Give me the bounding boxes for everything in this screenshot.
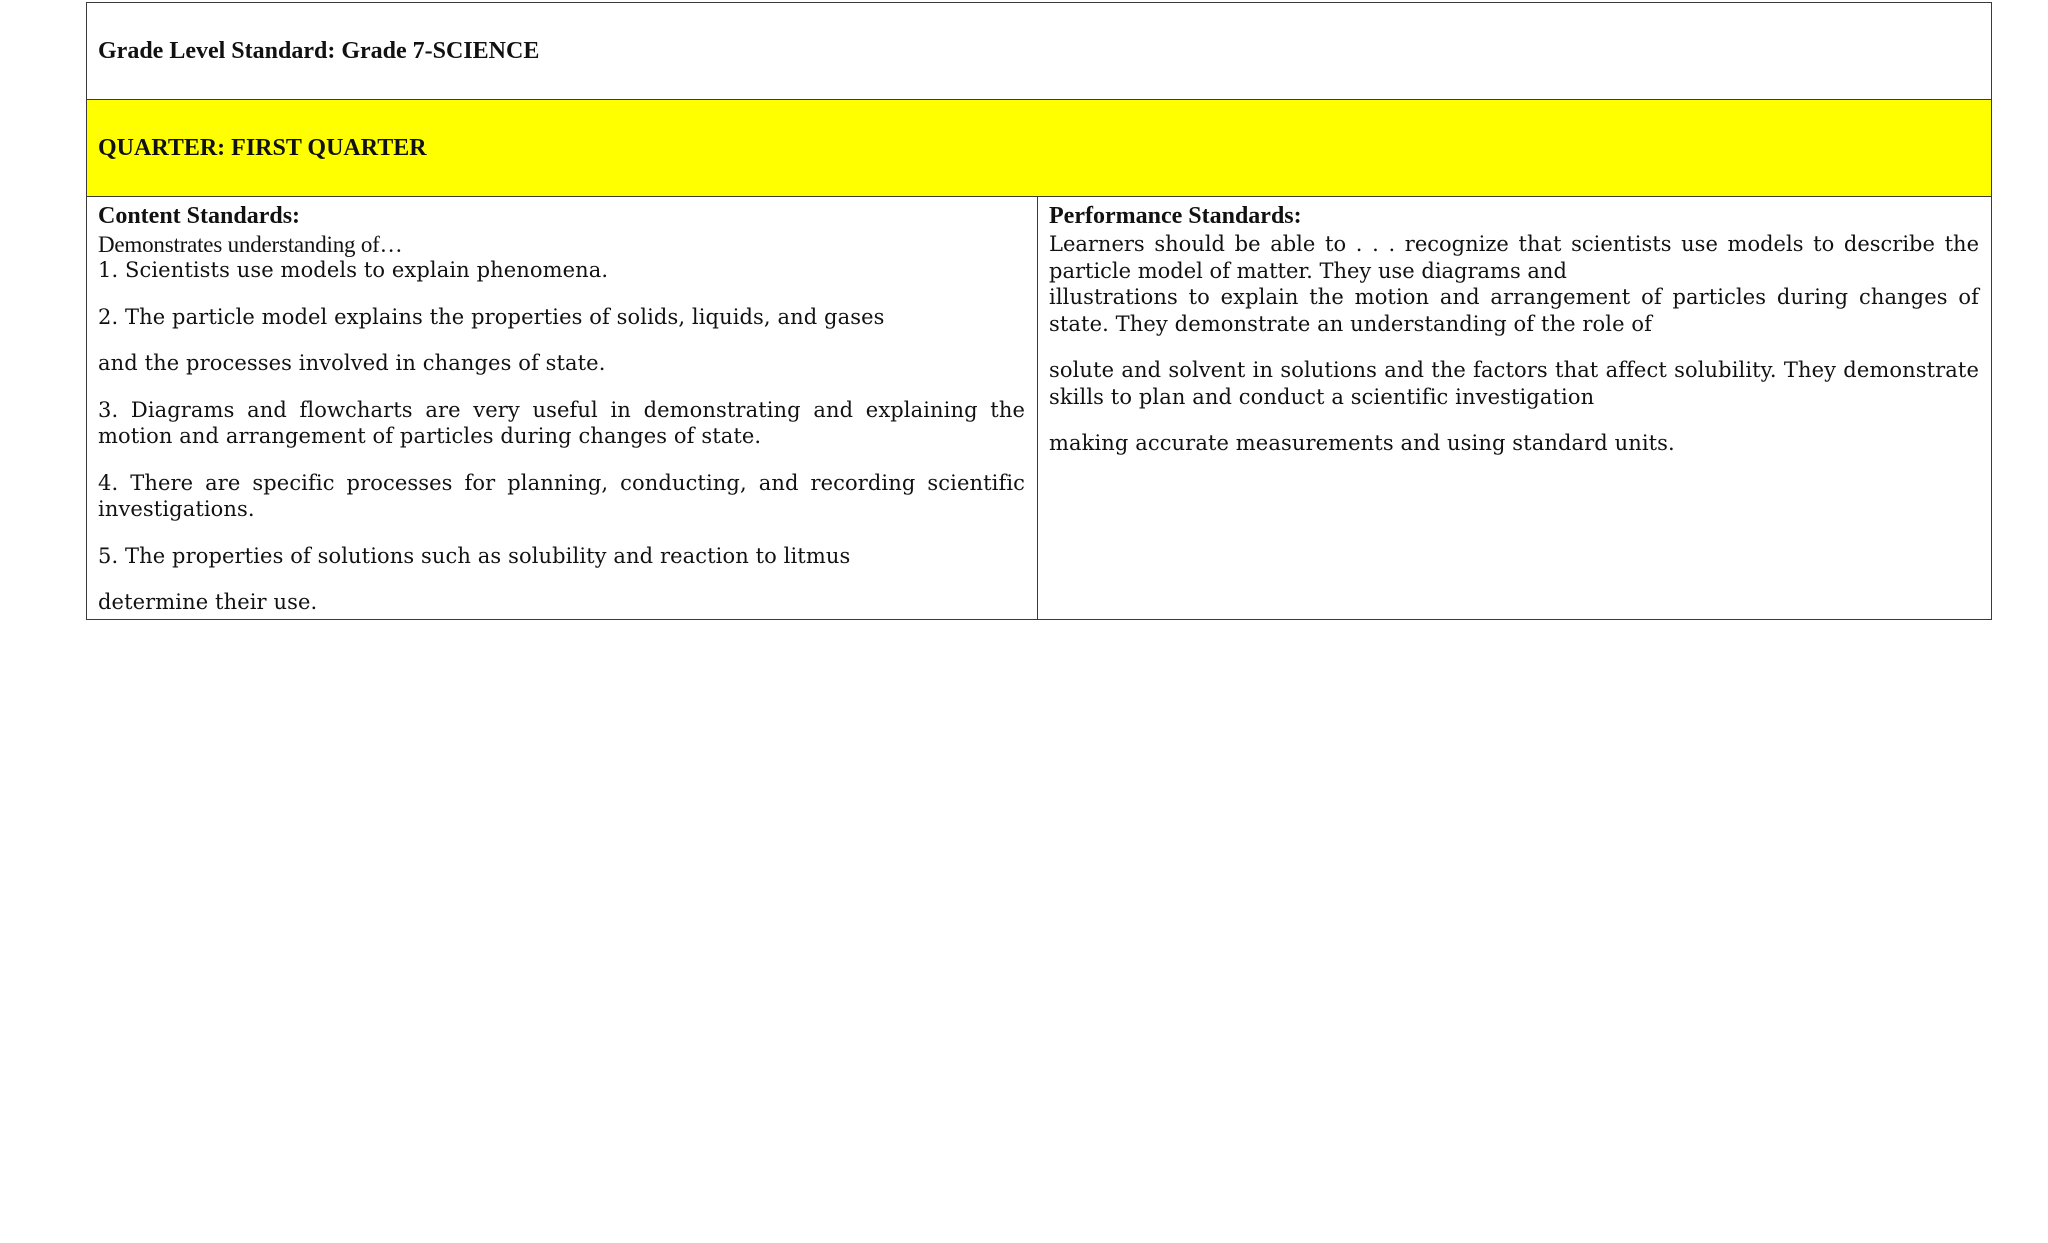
curriculum-table: [86, 2, 1992, 620]
grade-level-title: Grade Level Standard: Grade 7-SCIENCE: [98, 37, 540, 64]
quarter-cell: [87, 100, 1992, 197]
content-standard-item: 2. The particle model explains the properties of solids, liquids, and gases: [98, 304, 885, 329]
quarter-row: [87, 100, 1992, 197]
performance-standard-paragraph: Learners should be able to . . . recognize that scientists use models to describe the particle model of matter. They use diagrams and: [1049, 232, 1979, 283]
content-standard-item: 5. The properties of solutions such as solubility and reaction to litmus: [98, 543, 851, 568]
content-standards-intro: Demonstrates understanding of…: [98, 232, 403, 257]
content-standard-item: 3. Diagrams and flowcharts are very useful in demonstrating and explaining the motion and arrangement of particles during changes of state.: [98, 397, 1025, 448]
performance-standard-paragraph: solute and solvent in solutions and the factors that affect solubility. They demonstrate skills to plan and conduct a scientific investigation: [1049, 358, 1979, 409]
content-standard-item: 4. There are specific processes for planning, conducting, and recording scientific investigations.: [98, 470, 1025, 521]
content-standard-item: determine their use.: [98, 590, 318, 614]
performance-standards-cell: [1038, 197, 1992, 620]
standards-row: [87, 197, 1992, 620]
performance-standard-paragraph: illustrations to explain the motion and arrangement of particles during changes of state. They demonstrate an understanding of the role of: [1049, 285, 1979, 336]
grade-cell: [87, 3, 1992, 100]
content-standard-item: 1. Scientists use models to explain phenomena.: [98, 258, 609, 282]
quarter-title: QUARTER: FIRST QUARTER: [98, 134, 427, 161]
content-standard-item: and the processes involved in changes of state.: [98, 351, 606, 375]
content-standards-heading: Content Standards:: [98, 203, 301, 229]
content-standards-cell: [87, 197, 1038, 620]
performance-standards-heading: Performance Standards:: [1049, 203, 1302, 229]
performance-standard-paragraph: making accurate measurements and using standard units.: [1049, 431, 1675, 455]
grade-row: [87, 3, 1992, 100]
